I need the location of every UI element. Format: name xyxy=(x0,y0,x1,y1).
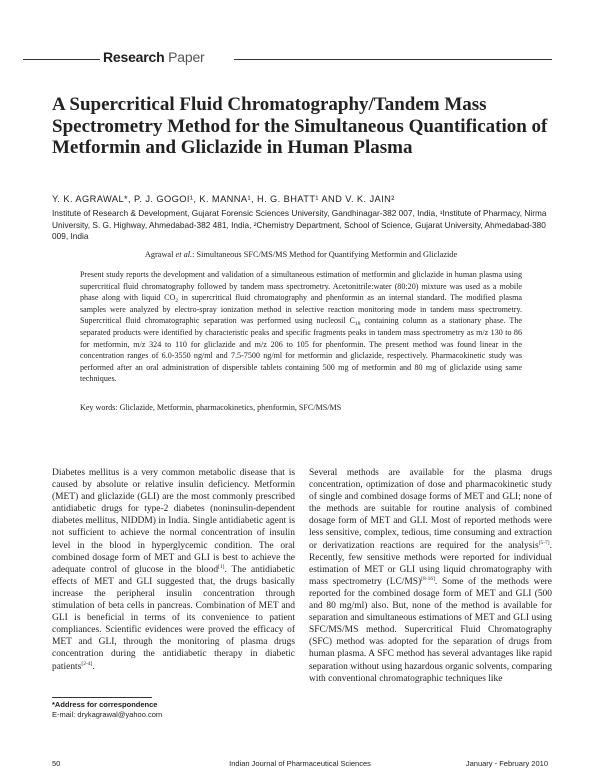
section-label-word1: Research xyxy=(103,49,165,65)
author-list: Y. K. AGRAWAL*, P. J. GOGOI¹, K. MANNA¹, H. G. BHATT¹ AND V. K. JAIN² xyxy=(52,194,395,204)
correspondence-title: *Address for correspondence xyxy=(52,700,158,709)
header-rule-right xyxy=(234,59,552,60)
body-text: Diabetes mellitus is a very common metabolic disease that is caused by absolute or relative insulin deficiency. Metformin (MET) and gliclazide (GLI) are the most commonly prescribed antidiabetic drugs for type-2 diabetes (noninsulin-dependent diabetes mellitus, NIDDM) in India. Single antidiabetic agent is not sufficient to achieve the normal concentration of insulin level in the blood in hyperglycemic condition. The oral combined dosage form of MET and GLI is best to achieve the adequate control of glucose in the blood xyxy=(52,468,295,575)
running-title-etal: et al. xyxy=(175,250,193,259)
abstract-part: in supercritical fluid chromatography and phenformin as an internal standard. The modified plasma samples were analyzed by electro-spray ionization method in selective reaction monitoring mode in tandem mass spectrometry. Supercritical fluid chromatographic separation was performed using nucleosil C xyxy=(80,293,522,326)
correspondence-email: E-mail: drykagrawal@yahoo.com xyxy=(52,710,163,719)
body-text: . Some of the methods were reported for the combined dosage form of MET and GLI (500 and 80 mg/ml) also. But, none of the method is available for separation and simultaneous estimations of MET and GLI using SFC/MS/MS method. Supercritical Fluid Chromatography (SFC) method was adopted for the separation of drugs from human plasma. A SFC method has several advantages like rapid separation without using hazardous organic solvents, comparing with conventional chromatographic techniques like xyxy=(309,576,552,684)
section-label xyxy=(103,49,205,65)
affiliations: Institute of Research & Development, Gujarat Forensic Sciences University, Gandhinagar-382 007, India, ¹Institute of Pharmacy, Nirma University, S. G. Highway, Ahmedabad-382 481, India, ²Chemistry Department, School of Science, Gujarat University, Ahmedabad-380 009, India xyxy=(52,208,547,242)
citation: [1] xyxy=(218,563,225,570)
article-title: A Supercritical Fluid Chromatography/Tandem Mass Spectrometry Method for the Simultaneous Quantification of Metformin and Gliclazide in Human Plasma xyxy=(52,94,548,158)
body-column-right xyxy=(309,467,552,685)
abstract xyxy=(80,269,522,385)
body-text: . The antidiabetic effects of MET and GLI suggested that, the drugs basically increase the peripheral insulin concentration through stimulation of beta cells in pancreas. Combination of MET and GLI is beneficial in terms of its convenience to patient compliances. Scientific evidences were proved the efficacy of MET and GLI, through the monitoring of plasma drugs concentration during the antidiabetic therapy in diabetic patients xyxy=(52,564,295,672)
issue-date: January - February 2010 xyxy=(465,759,548,768)
abstract-part: containing column as a stationary phase. The separated products were identified by characteristic peaks and specific fragments peaks in tandem mass spectrometry as m/z 130 to 86 for metformin, m/z 324 to 110 for gliclazide and m/z 206 to 105 for phenformin. The present method was found linear in the concentration ranges of 6.0-3550 ng/ml and 7.5-7500 ng/ml for metformin and gliclazide, respectively. Pharmacokinetic study was performed after an oral administration of dispersible tablets containing 500 mg of metformin and 80 mg of gliclazide using same techniques. xyxy=(80,316,523,384)
running-title xyxy=(52,250,550,259)
body-text: . xyxy=(92,661,95,672)
running-title-authors: Agrawal xyxy=(144,250,174,259)
running-title-text: : Simultaneous SFC/MS/MS Method for Quantifying Metformin and Gliclazide xyxy=(192,250,458,259)
body-text: Several methods are available for the plasma drugs concentration, optimization of dose and pharmacokinetic study of single and combined dosage forms of MET and GLI; none of the methods are suitable for routine analysis of combined dosage form of MET and GLI. Most of reported methods were less sensitive, complex, tedious, time consuming and extraction or derivatization reactions are required for the analysis xyxy=(309,468,552,551)
abstract-part: Present study reports the development and validation of a simultaneous estimation of metformin and gliclazide in human plasma using supercritical fluid chromatography followed by tandem mass spectrometry. Acetonitrile:water (80:20) mixture was used as a mobile phase along with liquid CO xyxy=(80,270,522,303)
citation: [8-16] xyxy=(421,575,435,582)
journal-name: Indian Journal of Pharmaceutical Sciences xyxy=(229,759,371,768)
section-label-word2: Paper xyxy=(168,49,205,65)
citation: [2-4] xyxy=(81,660,93,667)
body-column-left xyxy=(52,467,295,673)
abstract-subscript: 18 xyxy=(355,321,361,328)
abstract-subscript: 2 xyxy=(175,298,179,305)
page-number: 50 xyxy=(52,759,61,768)
correspondence-rule xyxy=(52,697,152,698)
keywords: Key words: Gliclazide, Metformin, pharmacokinetics, phenformin, SFC/MS/MS xyxy=(80,403,342,412)
header-rule-left xyxy=(23,59,100,60)
citation: [5-7] xyxy=(538,539,550,546)
body-text: . Recently, few sensitive methods were reported for individual estimation of MET or GLI using liquid chromatography with mass spectrometry (LC/MS) xyxy=(309,540,552,587)
